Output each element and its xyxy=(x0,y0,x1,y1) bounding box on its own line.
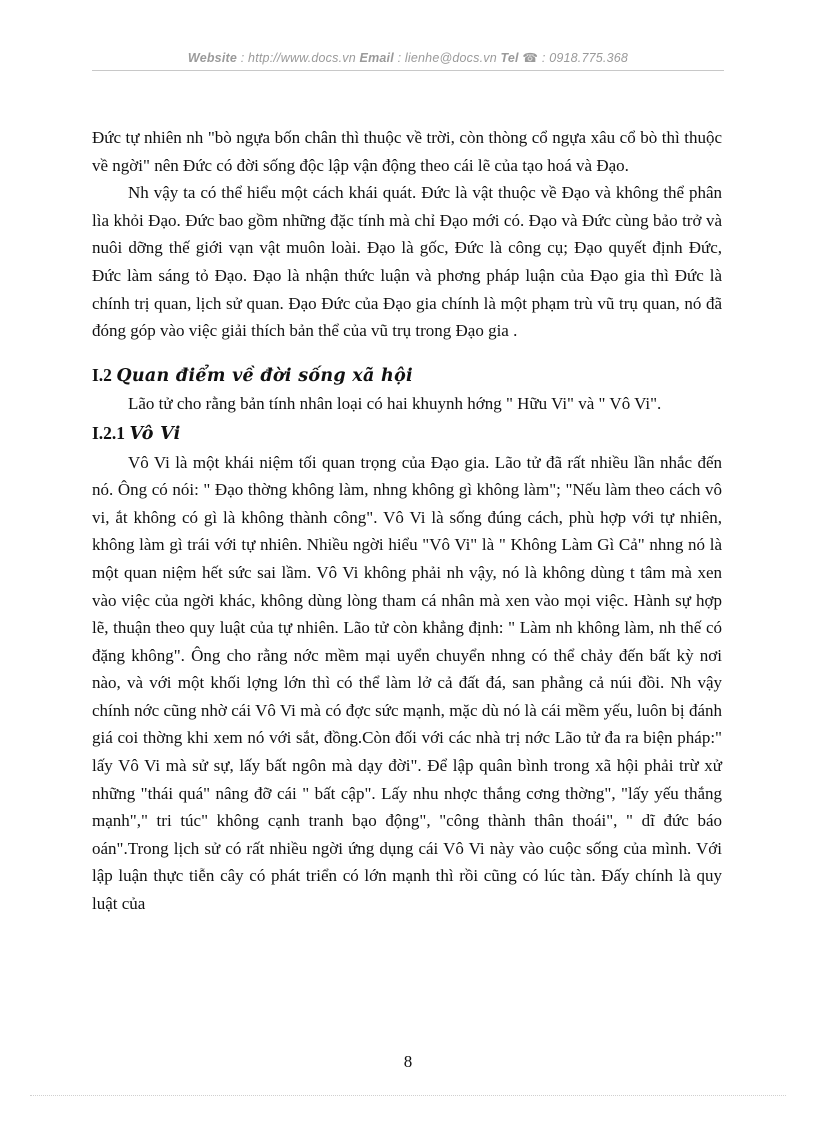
paragraph-3: Lão tử cho rằng bản tính nhân loại có hai khuynh hớng " Hữu Vi" và " Vô Vi". xyxy=(128,394,662,414)
paragraph-1: Đức tự nhiên nh "bò ngựa bốn chân thì thuộc về trời, còn thòng cổ ngựa xâu cổ bò thì thuộc về ngời" nên Đức có đời sống độc lập vận động theo cái lẽ của tạo hoá và Đạo. xyxy=(92,128,722,175)
email-label: Email xyxy=(359,51,394,65)
subsection-number: I.2.1 xyxy=(92,422,130,443)
header-divider xyxy=(92,70,724,71)
paragraph-4: Vô Vi là một khái niệm tối quan trọng của Đạo gia. Lão tử đã rất nhiều lần nhắc đến nó. Ông có nói: " Đạo thờng không làm, nhng không gì không làm"; "Nếu làm theo cách vô vi, ắt không có gì là không thành công". Vô Vi là sống đúng cách, phù hợp với tự nhiên, không làm gì trái với tự nhiên. Nhiều ngời hiểu "Vô Vi" là " Không Làm Gì Cả" nhng nó là một quan niệm hết sức sai lầm. Vô Vi không phải nh vậy, nó là không dùng t tâm mà xen vào việc của ngời khác, không dùng lòng tham cá nhân mà xen vào mọi việc. Hành sự hợp lẽ, thuận theo quy luật của tự nhiên. Lão tử còn khẳng định: " Làm nh không làm, nh thế có đặng không". Ông cho rằng nớc mềm mại uyển chuyển nhng có thể chảy đến bất kỳ nơi nào, và với một khối lợng lớn thì có thể làm lở cả đất đá, san phẳng cả núi đồi. Nh vậy chính nớc cũng nhờ cái Vô Vi mà có đợc sức mạnh, mặc dù nó là cái mềm yếu, luôn bị đánh giá coi thờng khi xem nó với sắt, đồng.Còn đối với các nhà trị nớc Lão tử đa ra biện pháp:" lấy Vô Vi mà sử sự, lấy bất ngôn mà dạy đời". Để lập quân bình trong xã hội phải trừ xử những "thái quá" nâng đỡ cái " bất cập". Lấy nhu nhợc thắng cơng thờng", "lấy yếu thắng mạnh"," tri túc" không cạnh tranh bạo động", "công thành thân thoái", " dĩ đức báo oán".Trong lịch sử có rất nhiều ngời ứng dụng cái Vô Vi này vào cuộc sống của mình. Với lập luận thực tiễn cây có phát triển có lớn mạnh thì rồi cũng có lúc tàn. Đấy chính là quy luật của xyxy=(92,452,722,914)
website-label: Website xyxy=(187,51,238,65)
phone-number: ☎ : 0918.775.368 xyxy=(518,51,629,65)
page-header xyxy=(92,50,724,65)
section-title: Quan điểm về đời sống xã hội xyxy=(116,365,413,386)
website-url: : http://www.docs.vn xyxy=(237,51,360,65)
section-heading-1-2 xyxy=(92,362,722,391)
document-body xyxy=(92,124,722,918)
footer-divider xyxy=(30,1095,786,1096)
paragraph-2: Nh vậy ta có thể hiểu một cách khái quát. Đức là vật thuộc về Đạo và không thể phân lìa khỏi Đạo. Đức bao gồm những đặc tính mà chỉ Đạo mới có. Đạo và Đức cùng bảo trở và nuôi dỡng thế giới vạn vật muôn loài. Đạo là gốc, Đức là công cụ; Đạo quyết định Đức, Đức làm sáng tỏ Đạo. Đạo là nhận thức luận và phơng pháp luận của Đạo gia thì Đức là chính trị quan, lịch sử quan. Đạo Đức của Đạo gia chính là một phạm trù vũ trụ quan, nó đã đóng góp vào việc giải thích bản thể của vũ trụ trong Đạo gia . xyxy=(92,183,722,341)
tel-label: Tel xyxy=(500,51,519,65)
email-address: : lienhe@docs.vn xyxy=(393,51,501,65)
section-heading-1-2-1 xyxy=(92,420,722,449)
section-number: I.2 xyxy=(92,364,117,385)
subsection-title: Vô Vi xyxy=(129,423,181,444)
page-number: 8 xyxy=(403,1052,413,1071)
